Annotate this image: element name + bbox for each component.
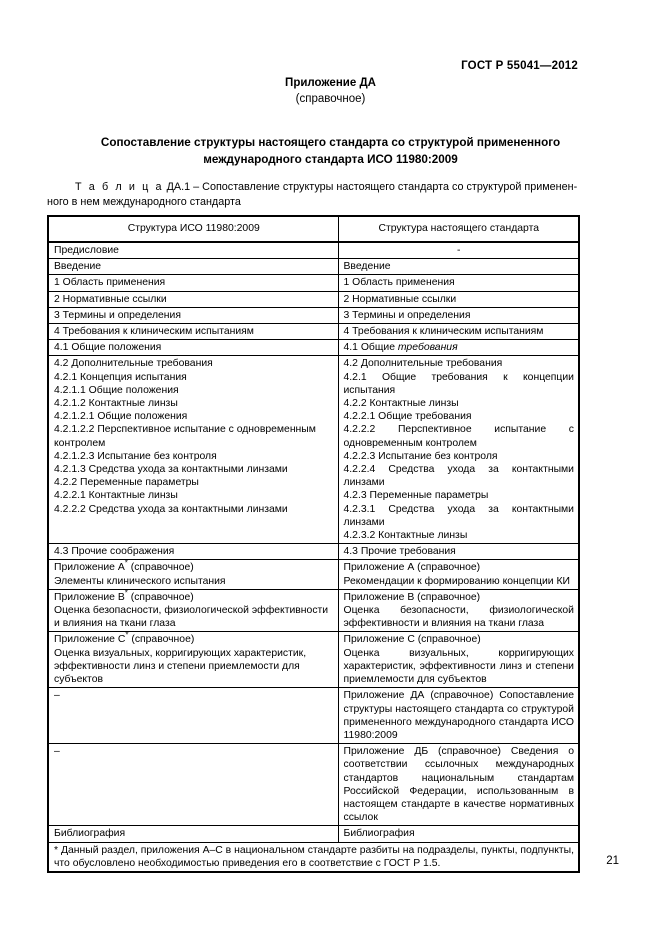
cell-right <box>338 744 579 826</box>
table-row <box>48 589 579 632</box>
cell-right <box>338 688 579 744</box>
page-title-line-2: международного стандарта ИСО 11980:2009 <box>203 153 458 166</box>
table-row <box>48 275 579 291</box>
table-caption <box>47 180 617 209</box>
table-row <box>48 688 579 744</box>
cell-line: 4.2.2.2 Перспективное испытание с одновременным контролем <box>343 424 574 449</box>
cell-line: Оценка безопасности, физиологической эффективности и влияния на ткани глаза <box>54 605 329 630</box>
table-footnote-row <box>48 842 579 872</box>
cell-left <box>48 632 338 688</box>
table-row <box>48 291 579 307</box>
table-row <box>48 340 579 356</box>
column-header-2: Структура настоящего стандарта <box>338 216 579 242</box>
cell-line: 4.2.1.2 Контактные линзы <box>54 398 178 410</box>
cell-line: Элементы клинического испытания <box>54 575 226 587</box>
cell-right: Библиография <box>338 826 579 842</box>
cell-right: Введение <box>338 259 579 275</box>
comparison-table <box>47 215 580 873</box>
page-title <box>48 134 613 168</box>
cell-line: 4.2.1.2.2 Перспективное испытание с одновременным контролем <box>54 424 316 449</box>
table-row <box>48 356 579 544</box>
cell-left <box>48 560 338 589</box>
cell-left: 1 Область применения <box>48 275 338 291</box>
cell-right: 2 Нормативные ссылки <box>338 291 579 307</box>
table-row <box>48 744 579 826</box>
cell-line: Приложение А* (справочное) <box>54 559 194 574</box>
running-header-standard-ref: ГОСТ Р 55041—2012 <box>461 60 578 72</box>
cell-line: Рекомендации к формированию концепции КИ <box>343 575 570 587</box>
cell-line: 4.2.2.1 Контактные линзы <box>54 490 178 502</box>
cell-line: 4.2.2.3 Испытание без контроля <box>343 450 498 462</box>
cell-line: 4.2.1.2.3 Испытание без контроля <box>54 450 217 462</box>
cell-left: – <box>48 688 338 744</box>
cell-line: 4.2.2.4 Средства ухода за контактными линзами <box>343 464 574 489</box>
cell-line: 4.2.3 Переменные параметры <box>343 490 489 502</box>
table-row <box>48 259 579 275</box>
cell-left: – <box>48 744 338 826</box>
cell-line: Приложение В (справочное) <box>343 591 481 603</box>
caption-text: – Сопоставление структуры настоящего стандарта со структурой применен- <box>193 181 578 193</box>
cell-line: 4.2.1.3 Средства ухода за контактными линзами <box>54 464 288 476</box>
cell-left <box>48 356 338 544</box>
cell-left: 4 Требования к клиническим испытаниям <box>48 324 338 340</box>
cell-line: Приложение С* (справочное) <box>54 631 195 646</box>
cell-line: 4.2.2.2 Средства ухода за контактными линзами <box>54 503 288 515</box>
cell-line: Оценка визуальных, корригирующих характеристик, эффективности линз и степени приемлемости для субъектов <box>54 647 307 686</box>
cell-right <box>338 589 579 632</box>
annex-heading-block <box>0 75 661 107</box>
cell-left: 4.1 Общие положения <box>48 340 338 356</box>
page-title-line-1: Сопоставление структуры настоящего стандарта со структурой примененного <box>100 136 561 149</box>
cell-right: 4 Требования к клиническим испытаниям <box>338 324 579 340</box>
cell-line: 4.2.3.2 Контактные линзы <box>343 530 468 542</box>
table-row <box>48 826 579 842</box>
table-row <box>48 324 579 340</box>
table-row <box>48 560 579 589</box>
cell-line: 4.2.3.1 Средства ухода за контактными линзами <box>343 503 574 528</box>
cell-left: Введение <box>48 259 338 275</box>
cell-right <box>338 632 579 688</box>
table-header-row <box>48 216 579 242</box>
cell-line: 4.2 Дополнительные требования <box>343 358 503 370</box>
cell-line: Приложение ДБ (справочное) Сведения о соответствии ссылочных международных стандартов национальным стандартам Российской Федерации, использованным в настоящем стандарте в качестве нормативных ссылок <box>343 746 574 824</box>
cell-line: Приложение В* (справочное) <box>54 588 194 603</box>
cell-line: 4.2.1.2.1 Общие положения <box>54 411 188 423</box>
cell-line: 4.2.2.1 Общие требования <box>343 411 472 423</box>
cell-right: 4.3 Прочие требования <box>338 544 579 560</box>
cell-line: Приложение А (справочное) <box>343 562 481 574</box>
cell-right: 3 Термины и определения <box>338 307 579 323</box>
caption-label: Т а б л и ц а <box>75 181 164 193</box>
page-number: 21 <box>606 855 619 867</box>
cell-line: Приложение С (справочное) <box>343 634 481 646</box>
column-header-1: Структура ИСО 11980:2009 <box>48 216 338 242</box>
cell-line: 4.2.2 Переменные параметры <box>54 477 199 489</box>
cell-left: Библиография <box>48 826 338 842</box>
cell-right: - <box>338 242 579 259</box>
cell-left: 2 Нормативные ссылки <box>48 291 338 307</box>
cell-line: 4.2.1 Концепция испытания <box>54 371 187 383</box>
cell-left <box>48 589 338 632</box>
table-row <box>48 307 579 323</box>
table-row <box>48 242 579 259</box>
cell-right <box>338 560 579 589</box>
table-row <box>48 632 579 688</box>
table-row <box>48 544 579 560</box>
comparison-table-body <box>48 216 579 872</box>
cell-line: Приложение ДА (справочное) Сопоставление структуры настоящего стандарта со структурой примененного международного стандарта ИСО 11980:2009 <box>343 690 574 741</box>
cell-right: 4.1 Общие требования <box>338 340 579 356</box>
cell-right: 1 Область применения <box>338 275 579 291</box>
cell-line: Оценка визуальных, корригирующих характеристик, эффективности линз и степени приемлемости для субъектов <box>343 647 574 686</box>
cell-left: 3 Термины и определения <box>48 307 338 323</box>
cell-line: 4.2.1.1 Общие положения <box>54 384 179 396</box>
annex-title: Приложение ДА <box>285 77 376 89</box>
caption-text-line-2: ного в нем международного стандарта <box>47 195 241 208</box>
cell-left: 4.3 Прочие соображения <box>48 544 338 560</box>
table-footnote: * Данный раздел, приложения А–С в национальном стандарте разбиты на подразделы, пункты, подпункты, что обусловлено необходимостью приведения его в соответствие с ГОСТ Р 1.5. <box>48 842 579 872</box>
cell-right <box>338 356 579 544</box>
cell-line: 4.2.1 Общие требования к концепции испытания <box>343 371 574 396</box>
cell-line: 4.2.2 Контактные линзы <box>343 398 459 410</box>
cell-line: 4.2 Дополнительные требования <box>54 358 213 370</box>
annex-subtitle: (справочное) <box>295 93 366 105</box>
cell-left: Предисловие <box>48 242 338 259</box>
cell-line: Оценка безопасности, физиологической эффективности и влияния на ткани глаза <box>343 605 574 630</box>
caption-number: ДА.1 <box>166 181 191 193</box>
